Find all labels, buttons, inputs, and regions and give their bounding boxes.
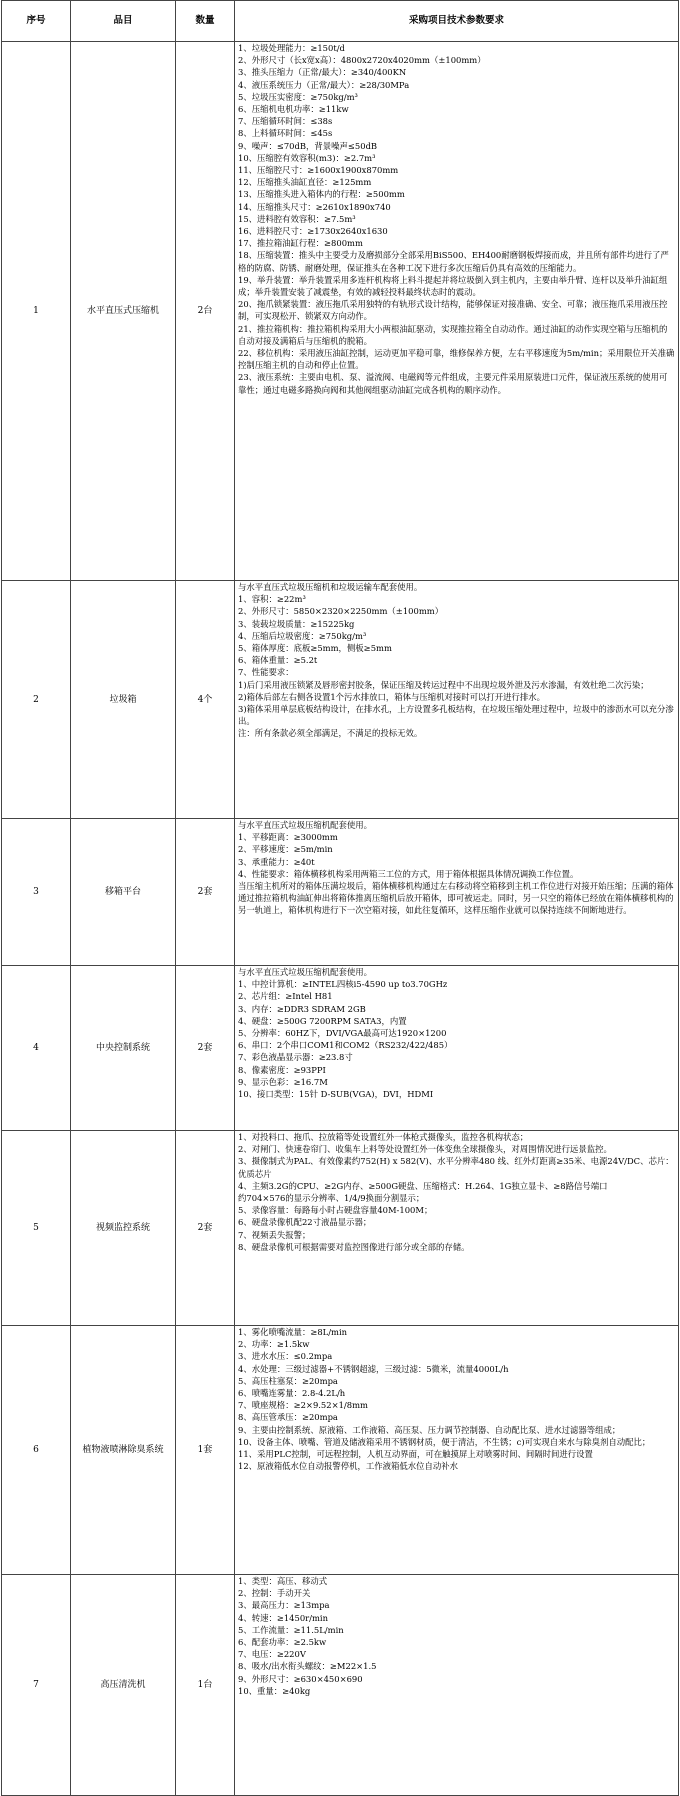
spec-line: 7、喷座规格：≥2×9.52×1/8mm (238, 1400, 368, 1411)
spec-line: 1、垃圾处理能力：≥150t/d (238, 43, 345, 53)
spec-line: 4、液压系统压力（正常/最大）：≥28/30MPa (238, 79, 410, 90)
spec-line: 8、像素密度：≥93PPI (238, 1064, 326, 1075)
row-item-name: 中央控制系统 (71, 966, 176, 1131)
spec-line: 10、设备主体、喷嘴、管道及储液箱采用不锈钢材质，便于清洁，不生锈；c)可实现自来水与除臭剂自动配比； (238, 1436, 651, 1447)
spec-line: 5、录像容量：每路每小时占硬盘容量40M-100M； (238, 1205, 433, 1216)
spec-line: 9、显示色彩：≥16.7M (238, 1076, 328, 1087)
spec-line: 7、彩色液晶显示器：≥23.8寸 (238, 1052, 353, 1063)
spec-line: 1)后门采用液压锁紧及唇形密封胶条，保证压缩及转运过程中不出现垃圾外泄及污水渗漏，有效杜绝二次污染； (238, 679, 649, 690)
spec-line: 7、电压：≥220V (238, 1649, 306, 1660)
row-number: 6 (2, 1326, 71, 1575)
spec-line: 3、推头压缩力（正常/最大）：≥340/400KN (238, 67, 407, 78)
spec-line: 10、压缩腔有效容积(m3)：≥2.7m³ (238, 152, 376, 163)
spec-line: 3、装载垃圾质量：≥15225kg (238, 618, 355, 629)
row-spec (235, 819, 679, 966)
row-item-name: 高压清洗机 (71, 1575, 176, 1796)
spec-line: 2、平移速度：≥5m/min (238, 844, 333, 855)
table-header-row (2, 1, 679, 42)
spec-line: 1、平移距离：≥3000mm (238, 832, 338, 843)
spec-line: 3、摄像制式为PAL、有效像素约752(H) x 582(V)、水平分辨率480 线、红外灯距离≥35米、电源24V/DC、芯片：优质芯片 (238, 1156, 674, 1179)
spec-line: 4、性能要求：箱体横移机构采用两箱三工位的方式，用于箱体根据具体情况调换工作位置。 (238, 868, 579, 879)
row-item-name: 水平直压式压缩机 (71, 42, 176, 581)
header-no: 序号 (2, 1, 71, 42)
spec-line: 1、雾化喷嘴流量：≥8L/min (238, 1327, 348, 1337)
spec-line: 8、硬盘录像机可根据需要对监控图像进行部分或全部的存储。 (238, 1241, 470, 1252)
spec-line: 约704×576的显示分辨率、1/4/9换面分割显示； (238, 1193, 425, 1204)
row-quantity: 2台 (176, 42, 235, 581)
table-row (2, 1326, 679, 1575)
spec-line: 1、容积：≥22m³ (238, 594, 306, 605)
row-item-name: 垃圾箱 (71, 581, 176, 819)
spec-line: 与水平直压式垃圾压缩机配套使用。 (238, 967, 372, 977)
spec-line: 10、重量：≥40kg (238, 1685, 311, 1696)
row-quantity: 1台 (176, 1575, 235, 1796)
table-row (2, 42, 679, 581)
row-spec (235, 581, 679, 819)
spec-line: 5、工作流量：≥11.5L/min (238, 1624, 344, 1635)
procurement-spec-table (1, 0, 679, 1796)
row-item-name: 植物液喷淋除臭系统 (71, 1326, 176, 1575)
spec-line: 21、推拉箱机构：推拉箱机构采用大小两根油缸驱动，实现推拉箱全自动动作。通过油缸的动作实现空箱与压缩机的自动对接及满箱后与压缩机的脱箱。 (238, 323, 668, 346)
header-qty: 数量 (176, 1, 235, 42)
spec-line: 14、压缩推头尺寸：≥2610x1890x740 (238, 201, 391, 212)
spec-line: 15、进料腔有效容积：≥7.5m³ (238, 213, 356, 224)
spec-line: 5、高压柱塞泵：≥20mpa (238, 1375, 338, 1386)
spec-line: 3)箱体采用单层底板结构设计，在排水孔，上方设置多孔板结构，在垃圾压缩处理过程中，垃圾中的渗沥水可以充分渗出。 (238, 704, 674, 727)
table-row (2, 819, 679, 966)
spec-line: 9、噪声：≤70dB，背景噪声≤50dB (238, 140, 378, 151)
spec-line: 6、硬盘录像机配22寸液晶显示器； (238, 1217, 372, 1228)
spec-line: 4、水处理：三级过滤器+不锈钢超滤，三级过滤：5微米，流量4000L/h (238, 1363, 509, 1374)
spec-line: 4、主频3.2G的CPU、≥2G内存、≥500G硬盘、压缩格式：H.264、1G独立显卡、≥8路信号端口 (238, 1180, 608, 1191)
spec-line: 23、液压系统：主要由电机、泵、溢流阀、电磁阀等元件组成，主要元件采用原装进口元件，保证液压系统的使用可靠性；通过电磁多路换向阀和其他阀组驱动油缸完成各机构的顺序动作。 (238, 372, 668, 395)
spec-line: 5、分辨率：60HZ下，DVI/VGA最高可达1920×1200 (238, 1028, 447, 1039)
spec-line: 1、中控计算机：≥INTEL四核i5-4590 up to3.70GHz (238, 979, 448, 990)
spec-line: 9、主要由控制系统、原液箱、工作液箱、高压泵、压力调节控制器、自动配比泵、进水过滤器等组成； (238, 1424, 621, 1435)
spec-line: 6、配套功率：≥2.5kw (238, 1637, 327, 1648)
spec-line: 3、最高压力：≥13mpa (238, 1600, 330, 1611)
spec-line: 与水平直压式垃圾压缩机和垃圾运输车配套使用。 (238, 582, 423, 592)
row-item-name: 移箱平台 (71, 819, 176, 966)
spec-line: 12、原液箱低水位自动报警停机，工作液箱低水位自动补水 (238, 1461, 459, 1472)
spec-line: 6、喷嘴连雾量：2.8-4.2L/h (238, 1388, 346, 1399)
spec-line: 9、外形尺寸：≥630×450×690 (238, 1673, 363, 1684)
spec-line: 8、上料循环时间：≤45s (238, 128, 333, 139)
spec-line: 4、硬盘：≥500G 7200RPM SATA3，内置 (238, 1015, 407, 1026)
spec-line: 1、类型：高压、移动式 (238, 1576, 328, 1586)
header-item: 品目 (71, 1, 176, 42)
spec-line: 2、外形尺寸：5850×2320×2250mm（±100mm） (238, 606, 444, 617)
row-number: 2 (2, 581, 71, 819)
table-row (2, 581, 679, 819)
spec-line: 与水平直压式垃圾压缩机配套使用。 (238, 820, 372, 830)
table-row (2, 1131, 679, 1326)
spec-line: 13、压缩推头进入箱体内的行程：≥500mm (238, 189, 405, 200)
row-quantity: 2套 (176, 819, 235, 966)
row-number: 5 (2, 1131, 71, 1326)
row-number: 7 (2, 1575, 71, 1796)
spec-line: 注：所有条款必须全部满足，不满足的投标无效。 (238, 728, 423, 739)
row-number: 4 (2, 966, 71, 1131)
table-row (2, 966, 679, 1131)
row-quantity: 2套 (176, 966, 235, 1131)
spec-line: 20、拖爪锁紧装置：液压拖爪采用独特的有轨形式设计结构，能够保证对接准确、安全、可靠；液压拖爪采用液压控制，可实现松开、锁紧双方向动作。 (238, 299, 668, 322)
row-item-name: 视频监控系统 (71, 1131, 176, 1326)
spec-line: 2、对闸门、快速卷帘门、收集车上料等处设置红外一体变焦全球摄像头，对周围情况进行远景监控。 (238, 1144, 612, 1155)
spec-line: 8、吸水/出水衔头螺纹：≥M22×1.5 (238, 1661, 377, 1672)
spec-line: 3、内存：≥DDR3 SDRAM 2GB (238, 1003, 366, 1014)
spec-line: 8、高压管承压：≥20mpa (238, 1412, 338, 1423)
spec-line: 4、压缩后垃圾密度：≥750kg/m³ (238, 630, 367, 641)
row-number: 3 (2, 819, 71, 966)
row-quantity: 4个 (176, 581, 235, 819)
spec-line: 5、箱体厚度：底板≥5mm，侧板≥5mm (238, 643, 392, 654)
row-spec (235, 42, 679, 581)
spec-line: 2、芯片组：≥Intel H81 (238, 991, 333, 1002)
row-spec (235, 1326, 679, 1575)
spec-line: 6、串口：2个串口COM1和COM2（RS232/422/485） (238, 1040, 453, 1051)
table-row (2, 1575, 679, 1796)
row-number: 1 (2, 42, 71, 581)
row-quantity: 2套 (176, 1131, 235, 1326)
row-quantity: 1套 (176, 1326, 235, 1575)
spec-line: 7、性能要求： (238, 667, 294, 678)
spec-line: 当压缩主机所对的箱体压满垃圾后，箱体横移机构通过左右移动将空箱移到主机工作位进行对接开始压缩；压满的箱体通过推拉箱机构油缸伸出将箱体推离压缩机后放开箱体，即可被运走。同时，另一只空的箱体已经放在箱体横移机构的另一轨道上，箱体机构进行下一次空箱对接，如此往复循环，这样压缩作业就可以保持连续不间断地进行。 (238, 881, 674, 916)
spec-line: 10、接口类型：15针 D-SUB(VGA)，DVI，HDMI (238, 1089, 434, 1100)
spec-line: 1、对投料口、拖爪、拉放箱等处设置红外一体枪式摄像头，监控各机构状态； (238, 1132, 529, 1142)
spec-line: 3、进水水压：≤0.2mpa (238, 1351, 333, 1362)
row-spec (235, 1575, 679, 1796)
spec-line: 6、箱体重量：≥5.2t (238, 655, 318, 666)
spec-line: 22、移位机构：采用液压油缸控制，运动更加平稳可靠，维修保养方便，左右平移速度为5m/min；采用限位开关准确控制压缩主机的自动和停止位置。 (238, 348, 675, 371)
spec-line: 11、压缩腔尺寸：≥1600x1900x870mm (238, 165, 399, 176)
spec-line: 6、压缩机电机功率：≥11kw (238, 104, 349, 115)
spec-line: 16、进料腔尺寸：≥1730x2640x1630 (238, 226, 388, 237)
spec-line: 12、压缩推头油缸直径：≥125mm (238, 177, 372, 188)
spec-line: 17、推拉箱油缸行程：≥800mm (238, 238, 363, 249)
spec-line: 2、功率：≥1.5kw (238, 1339, 310, 1350)
spec-line: 2、控制：手动开关 (238, 1588, 311, 1599)
header-spec: 采购项目技术参数要求 (235, 1, 679, 42)
spec-line: 19、举升装置：举升装置采用多连杆机构将上料斗提起并将垃圾倒入到主机内，主要由举升臂、连杆以及举升油缸组成；举升装置安装了减震垫，有效的减轻投料最终状态时的震动。 (238, 274, 668, 298)
spec-line: 18、压缩装置：推头中主要受力及磨损部分全部采用BiS500、EH400耐磨钢板焊接而成，并且所有部件均进行了严格的防腐、防锈、耐磨处理，保证推头在各种工况下进行多次压缩后仍具有高效的压缩能力。 (238, 250, 669, 273)
spec-line: 7、视频丢失报警； (238, 1229, 311, 1240)
spec-line: 2、外形尺寸（长x宽x高）：4800x2720x4020mm（±100mm） (238, 55, 486, 66)
spec-line: 2)箱体后部左右侧各设置1个污水排放口，箱体与压缩机对接时可以打开进行排水。 (238, 691, 546, 702)
row-spec (235, 1131, 679, 1326)
spec-line: 4、转速：≥1450r/min (238, 1612, 328, 1623)
spec-line: 11、采用PLC控制，可远程控制，人机互动界面，可在触摸屏上对喷雾时间、间隔时间进行设置 (238, 1449, 593, 1460)
row-spec (235, 966, 679, 1131)
spec-line: 5、垃圾压实密度：≥750kg/m³ (238, 91, 358, 102)
spec-line: 3、承重能力：≥40t (238, 856, 315, 867)
spec-line: 7、压缩循环时间：≤38s (238, 116, 333, 127)
